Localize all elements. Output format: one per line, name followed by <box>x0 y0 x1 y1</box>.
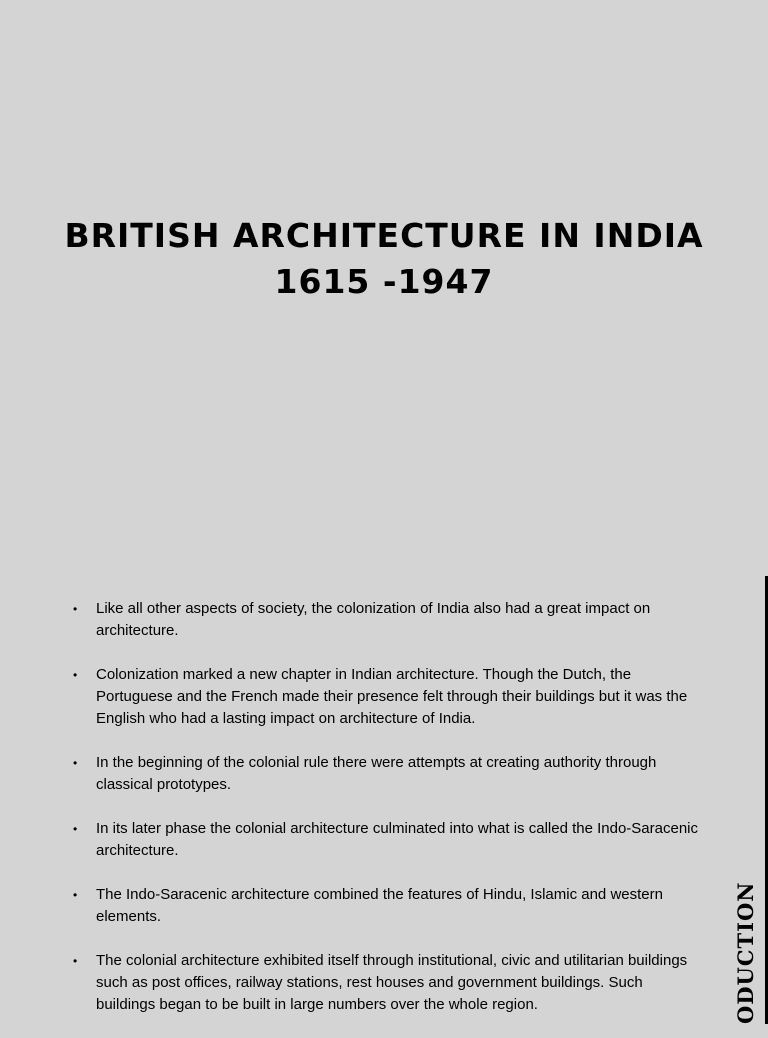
title-line-2: 1615 -1947 <box>274 262 494 301</box>
list-item <box>70 664 702 730</box>
list-item <box>70 818 702 862</box>
bullet-text: In its later phase the colonial architecture culminated into what is called the Indo-Saracenic architecture. <box>96 820 698 859</box>
bullet-text: In the beginning of the colonial rule there were attempts at creating authority through classical prototypes. <box>96 754 657 793</box>
list-item <box>70 884 702 928</box>
section-label <box>732 866 760 1024</box>
bullet-icon: • <box>73 756 78 770</box>
list-item <box>70 950 702 1016</box>
list-item <box>70 598 702 642</box>
bullet-text: The colonial architecture exhibited itself through institutional, civic and utilitarian buildings such as post offices, railway stations, rest houses and government buildings. Such buildings began to be built in large numbers over the whole region. <box>96 952 688 1013</box>
bullet-icon: • <box>73 668 78 682</box>
bullet-icon: • <box>73 602 78 616</box>
bullet-text: Like all other aspects of society, the colonization of India also had a great impact on architecture. <box>96 600 651 639</box>
bullet-text: Colonization marked a new chapter in Indian architecture. Though the Dutch, the Portuguese and the French made their presence felt through their buildings but it was the English who had a lasting impact on architecture of India. <box>96 666 688 727</box>
slide-title <box>0 213 768 305</box>
bullet-icon: • <box>73 888 78 902</box>
bullet-list <box>70 598 702 1038</box>
content-slide <box>0 576 768 1024</box>
bullet-text: The Indo-Saracenic architecture combined the features of Hindu, Islamic and western elements. <box>96 886 663 925</box>
title-line-1: BRITISH ARCHITECTURE IN INDIA <box>64 216 704 255</box>
list-item <box>70 752 702 796</box>
bullet-icon: • <box>73 954 78 968</box>
bullet-icon: • <box>73 822 78 836</box>
section-label-text: ODUCTION <box>733 881 758 1024</box>
